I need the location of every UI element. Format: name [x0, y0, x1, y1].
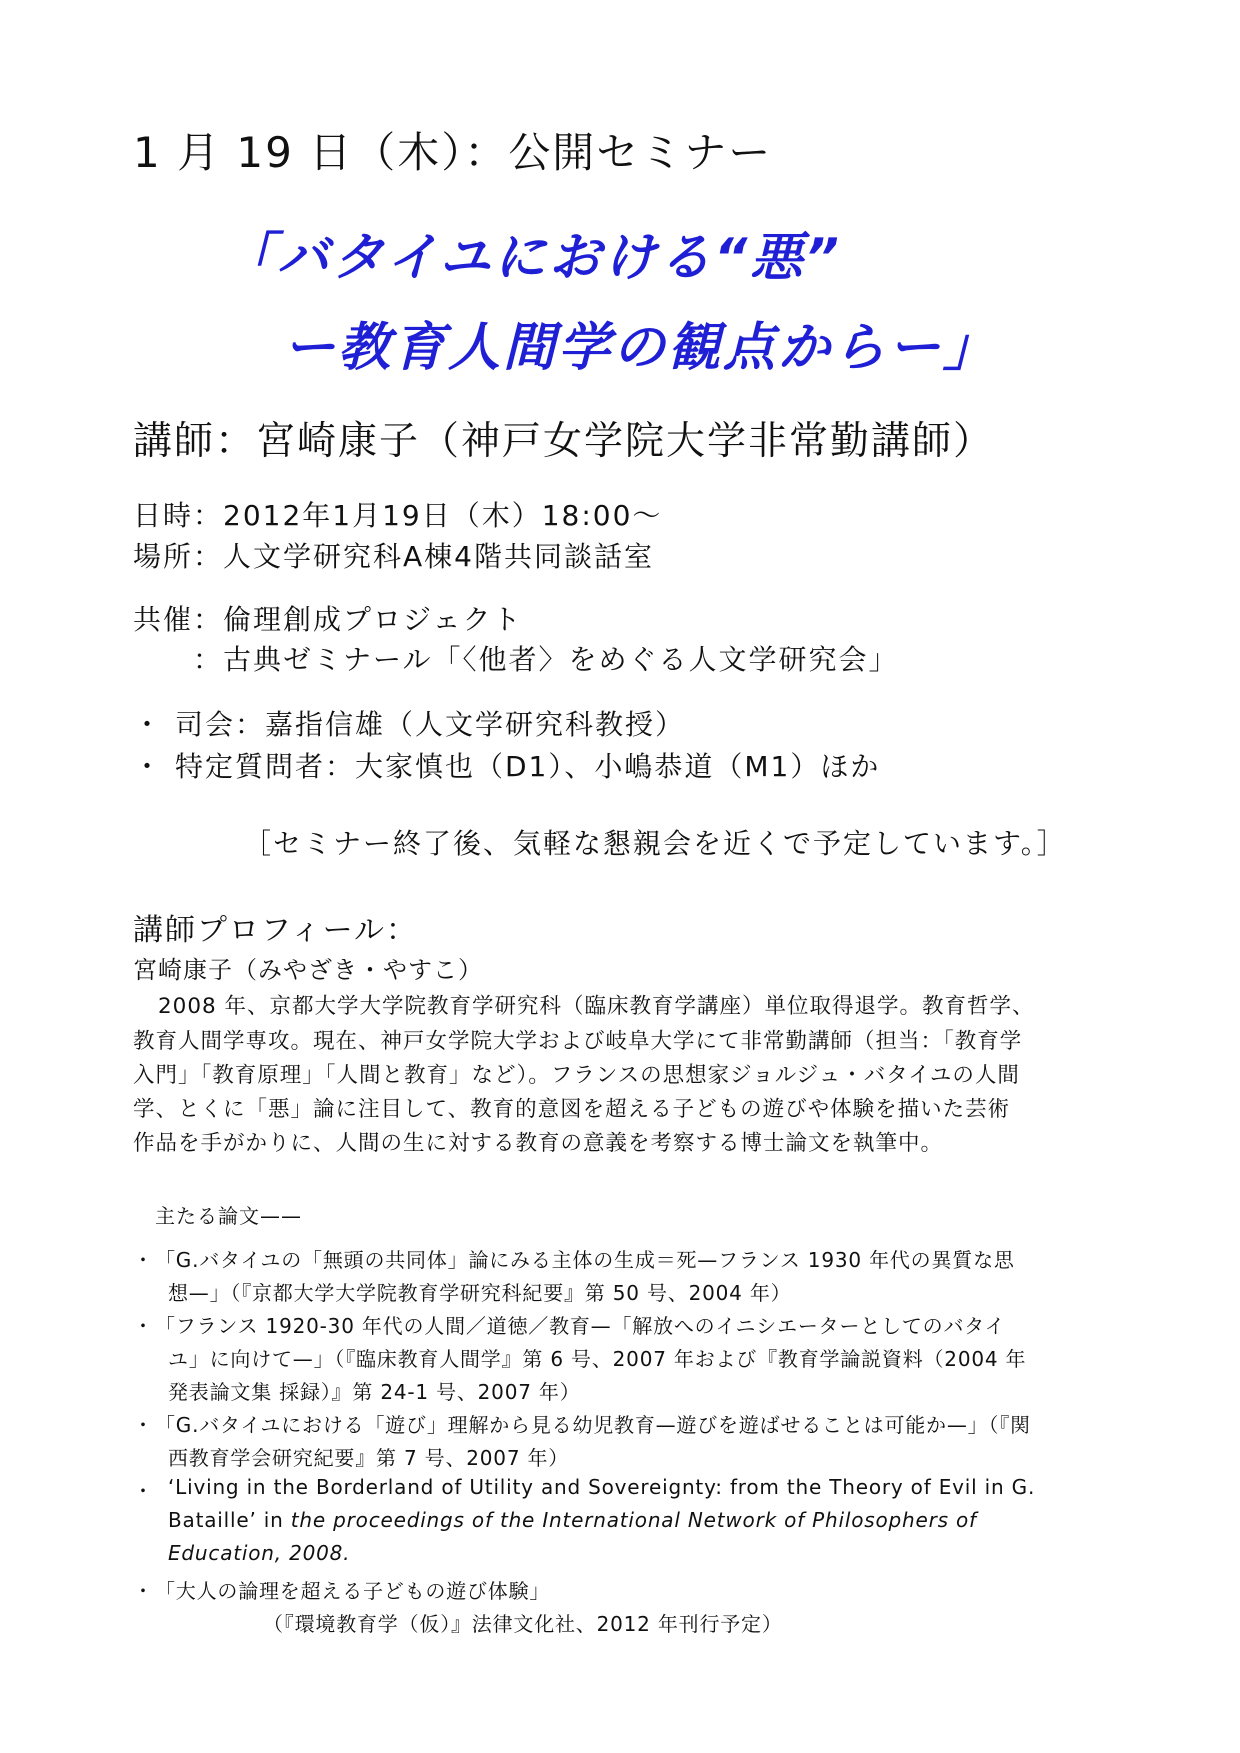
- paper-2-line: 発表論文集 採録）』第 24-1 号、2007 年）: [168, 1380, 581, 1404]
- questioners-line: 特定質問者：大家慎也（D1）、小嶋恭道（M1）ほか: [175, 750, 881, 783]
- profile-heading: 講師プロフィール：: [133, 913, 418, 948]
- profile-name: 宮崎康子（みやざき・やすこ）: [133, 956, 483, 984]
- paper-5-line: （『環境教育学（仮）』法律文化社、2012 年刊行予定）: [263, 1612, 783, 1636]
- paper-4-proceedings-title: the proceedings of the International Network of Philosophers of: [290, 1508, 977, 1532]
- paper-4-line: [168, 1508, 977, 1532]
- bio-line: 学、とくに「悪」論に注目して、教育的意図を超える子どもの遊びや体験を描いた芸術: [133, 1097, 1011, 1122]
- seminar-title-line1: 「バタイユにおける“悪”: [222, 228, 842, 288]
- cohost-line2: ：古典ゼミナール「〈他者〉をめぐる人文学研究会」: [193, 643, 899, 676]
- paper-1-line: 想—」（『京都大学大学院教育学研究科紀要』第 50 号、2004 年）: [168, 1281, 792, 1305]
- bullet-mark: ・: [133, 1579, 153, 1603]
- bullet-mark: ・: [133, 750, 164, 783]
- paper-2-line: 「フランス 1920-30 年代の人間／道徳／教育—「解放へのイニシエーターとしてのバタイ: [155, 1314, 1006, 1338]
- bio-line: 作品を手がかりに、人間の生に対する教育の意義を考察する博士論文を執筆中。: [133, 1131, 944, 1156]
- bio-line: 入門」「教育原理」「人間と教育」など）。フランスの思想家ジョルジュ・バタイユの人間: [133, 1063, 1020, 1088]
- bio-line: 教育人間学専攻。現在、神戸女学院大学および岐阜大学にて非常勤講師（担当：「教育学: [133, 1029, 1023, 1054]
- seminar-date-heading: 1 月 19 日（木）：公開セミナー: [133, 128, 773, 177]
- bullet-mark: ・: [133, 1248, 153, 1272]
- cohost-line1: 共催：倫理創成プロジェクト: [133, 603, 523, 636]
- papers-heading: 主たる論文——: [155, 1204, 302, 1228]
- paper-4-author-part: Bataille’ in: [168, 1508, 291, 1532]
- lecturer-line: 講師：宮崎康子（神戸女学院大学非常勤講師）: [133, 419, 995, 464]
- bio-line: 2008 年、京都大学大学院教育学研究科（臨床教育学講座）単位取得退学。教育哲学、: [158, 994, 1035, 1019]
- seminar-title-line2: ー教育人間学の観点からー」: [283, 318, 999, 378]
- paper-1-line: 「G.バタイユの「無頭の共同体」論にみる主体の生成＝死—フランス 1930 年代の異質な思: [155, 1248, 1015, 1272]
- paper-4-line: ‘Living in the Borderland of Utility and Sovereignty: from the Theory of Evil in G.: [168, 1475, 1036, 1499]
- paper-3-line: 西教育学会研究紀要』第 7 号、2007 年）: [168, 1446, 570, 1470]
- paper-5-line: 「大人の論理を超える子どもの遊び体験」: [155, 1579, 551, 1603]
- bullet-mark: ・: [133, 708, 164, 741]
- social-gathering-note: ［セミナー終了後、気軽な懇親会を近くで予定しています。］: [243, 827, 1067, 860]
- bullet-mark: ・: [133, 1314, 153, 1338]
- place-line: 場所：人文学研究科A棟4階共同談話室: [133, 540, 654, 573]
- paper-4-line: Education, 2008.: [168, 1541, 351, 1565]
- moderator-line: 司会：嘉指信雄（人文学研究科教授）: [175, 708, 686, 741]
- bullet-mark: ・: [133, 1413, 153, 1437]
- bullet-mark: ・: [133, 1479, 153, 1503]
- paper-2-line: ユ」に向けて—」（『臨床教育人間学』第 6 号、2007 年および『教育学論説資料（2004 年: [168, 1347, 1027, 1371]
- paper-3-line: 「G.バタイユにおける「遊び」理解から見る幼児教育—遊びを遊ばせることは可能か—」（『関: [155, 1413, 1031, 1437]
- datetime-line: 日時：2012年1月19日（木）18:00〜: [133, 499, 663, 532]
